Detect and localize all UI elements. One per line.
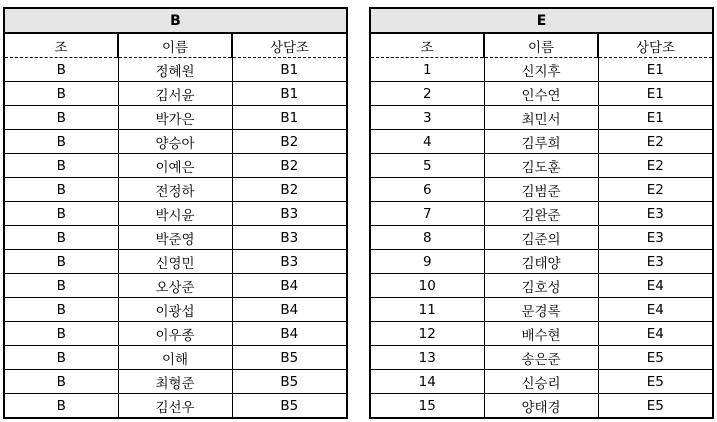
- table-row: [4, 394, 347, 419]
- cell-counsel-group: B4: [232, 274, 347, 298]
- cell-name: 신영민: [118, 250, 232, 274]
- cell-name: 인수연: [484, 82, 598, 106]
- cell-counsel-group: E5: [598, 346, 713, 370]
- group-e-table: [369, 7, 714, 419]
- cell-name: 정혜원: [118, 58, 232, 82]
- table-row: [4, 178, 347, 202]
- cell-group: 7: [370, 202, 484, 226]
- cell-counsel-group: B4: [232, 298, 347, 322]
- cell-group: B: [4, 394, 118, 419]
- cell-group: 15: [370, 394, 484, 419]
- cell-group: 10: [370, 274, 484, 298]
- cell-group: B: [4, 106, 118, 130]
- column-header-counsel-group: 상담조: [598, 33, 713, 58]
- cell-counsel-group: E3: [598, 250, 713, 274]
- cell-counsel-group: B2: [232, 154, 347, 178]
- cell-counsel-group: B5: [232, 394, 347, 419]
- cell-group: B: [4, 178, 118, 202]
- column-header-group: 조: [370, 33, 484, 58]
- cell-group: B: [4, 250, 118, 274]
- cell-name: 이광섭: [118, 298, 232, 322]
- cell-counsel-group: E1: [598, 58, 713, 82]
- cell-name: 김완준: [484, 202, 598, 226]
- cell-group: 9: [370, 250, 484, 274]
- cell-group: 5: [370, 154, 484, 178]
- cell-counsel-group: B3: [232, 226, 347, 250]
- table-row: [370, 106, 713, 130]
- cell-group: 11: [370, 298, 484, 322]
- table-row: [4, 58, 347, 82]
- cell-counsel-group: B3: [232, 250, 347, 274]
- cell-counsel-group: B4: [232, 322, 347, 346]
- table-title: E: [370, 8, 713, 33]
- cell-group: B: [4, 82, 118, 106]
- cell-group: 1: [370, 58, 484, 82]
- table-row: [370, 346, 713, 370]
- cell-counsel-group: B5: [232, 370, 347, 394]
- cell-group: 14: [370, 370, 484, 394]
- cell-group: B: [4, 274, 118, 298]
- cell-name: 김도훈: [484, 154, 598, 178]
- cell-counsel-group: E2: [598, 154, 713, 178]
- cell-name: 최형준: [118, 370, 232, 394]
- cell-group: 2: [370, 82, 484, 106]
- cell-name: 문경록: [484, 298, 598, 322]
- cell-name: 김준의: [484, 226, 598, 250]
- cell-group: 4: [370, 130, 484, 154]
- cell-counsel-group: E2: [598, 178, 713, 202]
- cell-name: 김호성: [484, 274, 598, 298]
- cell-name: 오상준: [118, 274, 232, 298]
- table-row: [370, 178, 713, 202]
- table-row: [370, 130, 713, 154]
- cell-name: 신지후: [484, 58, 598, 82]
- cell-name: 박가은: [118, 106, 232, 130]
- table-row: [4, 322, 347, 346]
- table-row: [4, 370, 347, 394]
- cell-group: 6: [370, 178, 484, 202]
- cell-counsel-group: B1: [232, 106, 347, 130]
- cell-name: 이해: [118, 346, 232, 370]
- column-header-name: 이름: [118, 33, 232, 58]
- cell-name: 이우종: [118, 322, 232, 346]
- cell-counsel-group: E2: [598, 130, 713, 154]
- table-row: [4, 106, 347, 130]
- table-row: [370, 154, 713, 178]
- cell-group: 3: [370, 106, 484, 130]
- table-row: [4, 274, 347, 298]
- table-row: [4, 154, 347, 178]
- column-header-counsel-group: 상담조: [232, 33, 347, 58]
- cell-name: 송은준: [484, 346, 598, 370]
- cell-counsel-group: B2: [232, 130, 347, 154]
- cell-group: B: [4, 322, 118, 346]
- cell-name: 양태경: [484, 394, 598, 419]
- group-b-table: [3, 7, 348, 419]
- cell-name: 김선우: [118, 394, 232, 419]
- table-row: [4, 298, 347, 322]
- cell-name: 김범준: [484, 178, 598, 202]
- column-header-name: 이름: [484, 33, 598, 58]
- cell-name: 전정하: [118, 178, 232, 202]
- cell-counsel-group: B2: [232, 178, 347, 202]
- cell-counsel-group: E4: [598, 322, 713, 346]
- table-row: [370, 58, 713, 82]
- cell-name: 박시윤: [118, 202, 232, 226]
- cell-counsel-group: B5: [232, 346, 347, 370]
- cell-name: 최민서: [484, 106, 598, 130]
- table-row: [370, 226, 713, 250]
- table-row: [370, 82, 713, 106]
- table-row: [370, 394, 713, 419]
- table-row: [370, 202, 713, 226]
- cell-counsel-group: E1: [598, 106, 713, 130]
- table-row: [370, 250, 713, 274]
- table-row: [4, 130, 347, 154]
- cell-name: 김태양: [484, 250, 598, 274]
- table-row: [370, 298, 713, 322]
- cell-name: 김루희: [484, 130, 598, 154]
- cell-group: B: [4, 58, 118, 82]
- table-row: [4, 346, 347, 370]
- cell-name: 이예은: [118, 154, 232, 178]
- cell-name: 김서윤: [118, 82, 232, 106]
- cell-counsel-group: E5: [598, 370, 713, 394]
- cell-group: B: [4, 130, 118, 154]
- table-row: [4, 250, 347, 274]
- cell-group: 13: [370, 346, 484, 370]
- table-title: B: [4, 8, 347, 33]
- table-row: [370, 322, 713, 346]
- table-row: [4, 202, 347, 226]
- cell-group: 12: [370, 322, 484, 346]
- column-header-group: 조: [4, 33, 118, 58]
- cell-counsel-group: E1: [598, 82, 713, 106]
- cell-name: 신승리: [484, 370, 598, 394]
- table-row: [370, 274, 713, 298]
- cell-counsel-group: E3: [598, 226, 713, 250]
- table-row: [370, 370, 713, 394]
- cell-group: B: [4, 154, 118, 178]
- cell-counsel-group: E4: [598, 298, 713, 322]
- table-row: [4, 226, 347, 250]
- cell-counsel-group: B3: [232, 202, 347, 226]
- cell-counsel-group: B1: [232, 58, 347, 82]
- cell-group: B: [4, 298, 118, 322]
- cell-name: 박준영: [118, 226, 232, 250]
- cell-counsel-group: E5: [598, 394, 713, 419]
- cell-group: 8: [370, 226, 484, 250]
- cell-group: B: [4, 346, 118, 370]
- cell-counsel-group: B1: [232, 82, 347, 106]
- cell-counsel-group: E4: [598, 274, 713, 298]
- cell-counsel-group: E3: [598, 202, 713, 226]
- cell-group: B: [4, 226, 118, 250]
- cell-group: B: [4, 370, 118, 394]
- table-row: [4, 82, 347, 106]
- cell-name: 배수현: [484, 322, 598, 346]
- cell-name: 양승아: [118, 130, 232, 154]
- cell-group: B: [4, 202, 118, 226]
